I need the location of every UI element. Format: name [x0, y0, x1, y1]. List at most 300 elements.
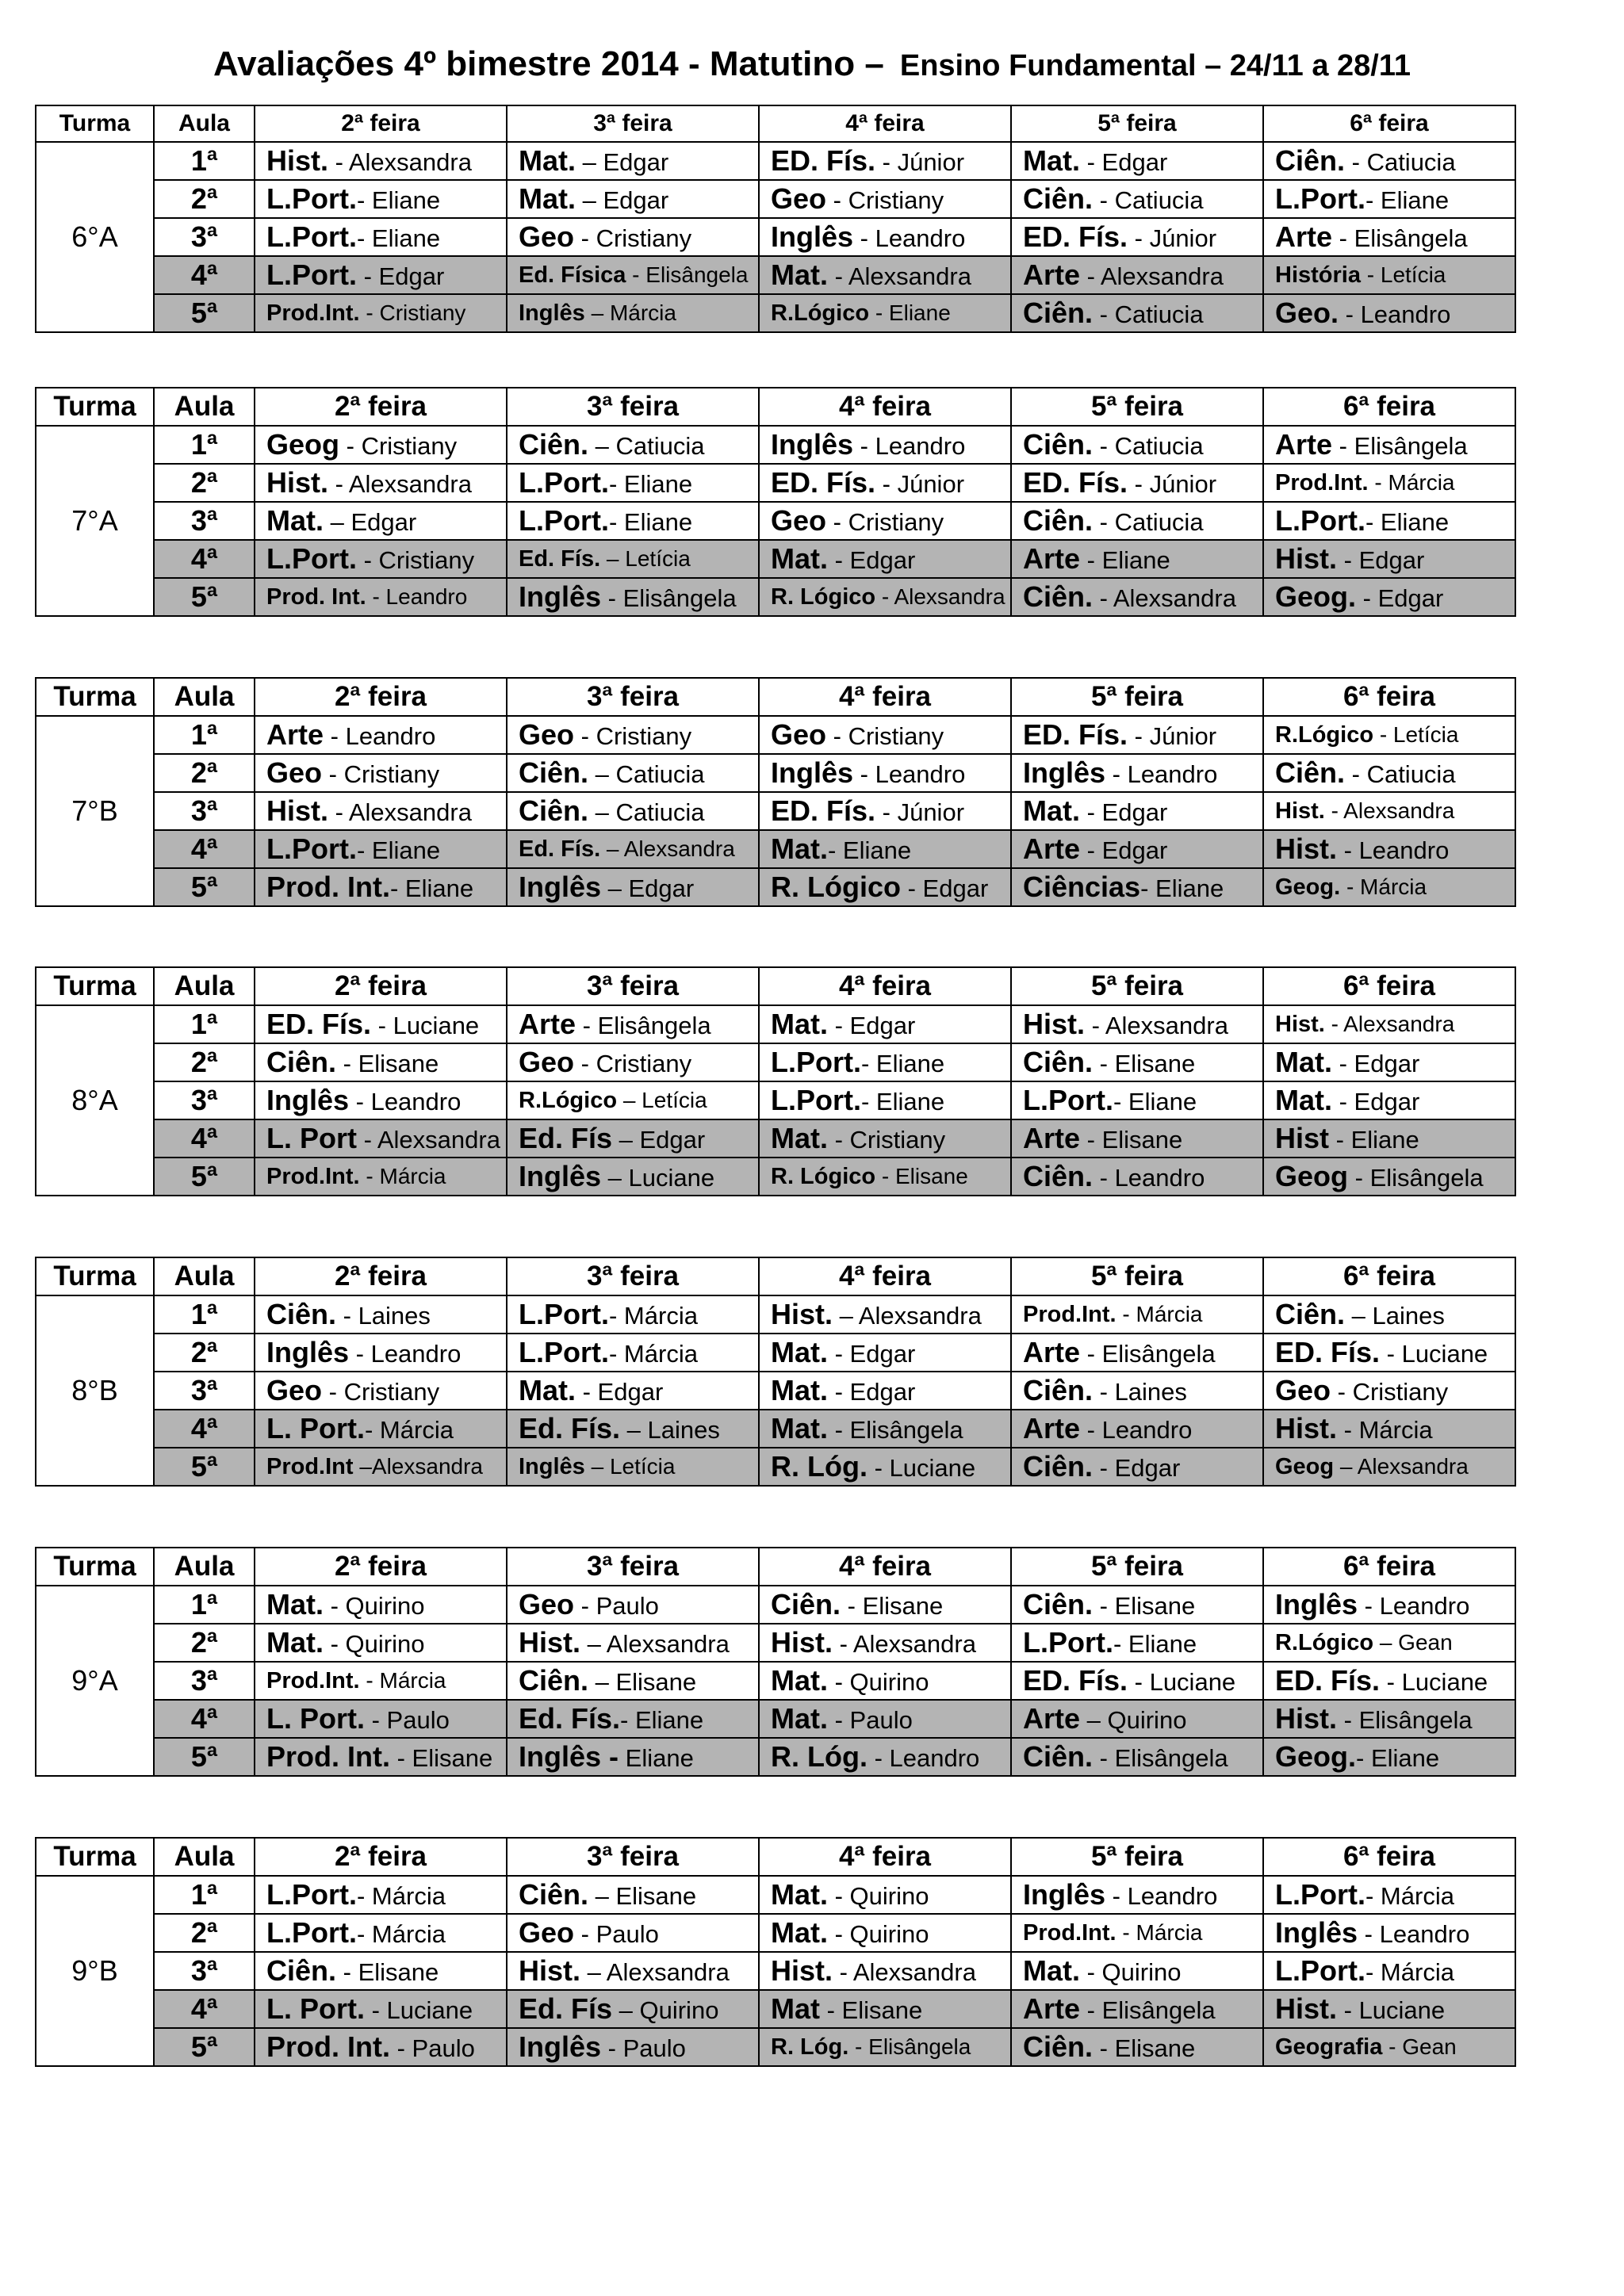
exam-cell [255, 1990, 507, 2028]
exam-cell [507, 1876, 759, 1914]
subject-name: Ciên. [1023, 580, 1094, 613]
subject-name: ED. Fís. [1275, 1336, 1381, 1368]
subject-name: L.Port. [266, 1878, 357, 1911]
subject-name: Mat. [771, 1878, 828, 1911]
subject-name: ED. Fís. [1023, 718, 1128, 751]
subject-name: Hist. [771, 1626, 833, 1659]
teacher-name: – Edgar [612, 1126, 706, 1154]
teacher-name: - Elisângela [1348, 1164, 1484, 1192]
teacher-name: - Leandro [1339, 300, 1451, 328]
header-row [36, 967, 1515, 1005]
subject-name: R. Lógico [771, 871, 901, 903]
teacher-name: - Leandro [867, 1744, 980, 1772]
lesson-number: 5ª [154, 294, 255, 332]
lesson-row [36, 426, 1515, 464]
exam-cell [759, 1334, 1011, 1372]
subject-name: Mat. [771, 832, 828, 865]
teacher-name: - Márcia [359, 1163, 446, 1188]
exam-cell [507, 218, 759, 256]
header-row [36, 388, 1515, 426]
subject-name: Inglês - [519, 1740, 619, 1773]
exam-cell [507, 426, 759, 464]
lesson-row [36, 1043, 1515, 1081]
exam-cell [255, 256, 507, 294]
lesson-row [36, 1081, 1515, 1119]
exam-cell [255, 1005, 507, 1043]
teacher-name: - Edgar [828, 1012, 916, 1039]
schedule-table [35, 677, 1516, 907]
teacher-name: - Edgar [357, 262, 445, 290]
teacher-name: - Júnior [875, 798, 965, 826]
exam-cell [255, 1952, 507, 1990]
teacher-name: - Márcia [1340, 874, 1427, 899]
exam-cell [759, 142, 1011, 180]
teacher-name: - Cristiany [574, 224, 692, 252]
subject-name: Ciên. [1023, 1374, 1094, 1406]
exam-cell [1011, 1876, 1263, 1914]
lesson-row [36, 1586, 1515, 1624]
lesson-number: 5ª [154, 1738, 255, 1776]
teacher-name: - Eliane [357, 186, 441, 214]
subject-name: Ciên. [1275, 756, 1346, 789]
teacher-name: - Leandro [349, 1340, 462, 1368]
exam-cell [759, 1372, 1011, 1410]
teacher-name: - Cristiany [828, 1126, 946, 1154]
teacher-name: - Luciane [1380, 1340, 1488, 1368]
column-header: 2ª feira [255, 1257, 507, 1295]
subject-name: R. Lógico [771, 1163, 876, 1189]
column-header: Turma [36, 105, 154, 142]
exam-cell [255, 1119, 507, 1158]
subject-name: Ciências [1023, 871, 1141, 903]
exam-cell [759, 294, 1011, 332]
teacher-name: - Laines [336, 1302, 431, 1330]
teacher-name: - Cristiany [359, 300, 466, 325]
column-header: 6ª feira [1263, 1257, 1515, 1295]
schedule-table [35, 105, 1516, 333]
lesson-number: 3ª [154, 1372, 255, 1410]
exam-cell [1263, 180, 1515, 218]
exam-cell [1011, 218, 1263, 256]
subject-name: Inglês [266, 1336, 350, 1368]
teacher-name: - Eliane [609, 470, 693, 498]
subject-name: Ciên. [1023, 1160, 1094, 1192]
subject-name: Inglês [266, 1084, 350, 1116]
teacher-name: - Luciane [371, 1012, 480, 1039]
teacher-name: - Eliane [1140, 874, 1224, 902]
exam-cell [759, 426, 1011, 464]
teacher-name: - Alexsandra [833, 1630, 976, 1658]
subject-name: ED. Fís. [1023, 1664, 1128, 1697]
subject-name: L.Port. [519, 1336, 609, 1368]
teacher-name: - Letícia [1360, 262, 1446, 287]
teacher-name: - Elisângela [1332, 432, 1468, 460]
column-header: 3ª feira [507, 1548, 759, 1586]
teacher-name: - Márcia [1368, 469, 1455, 495]
lesson-number: 1ª [154, 426, 255, 464]
teacher-name: - Eliane [869, 300, 951, 325]
subject-name: Mat. [771, 1916, 828, 1949]
teacher-name: - Alexsandra [1093, 584, 1236, 612]
teacher-name: - Márcia [609, 1302, 698, 1330]
subject-name: L.Port. [266, 220, 357, 253]
teacher-name: - Júnior [1128, 470, 1217, 498]
exam-cell [1011, 256, 1263, 294]
exam-cell [507, 1295, 759, 1334]
teacher-name: - Elisângela [1093, 1744, 1228, 1772]
lesson-number: 4ª [154, 1700, 255, 1738]
column-header: 6ª feira [1263, 1548, 1515, 1586]
teacher-name: - Leandro [853, 224, 966, 252]
subject-name: L.Port. [1275, 1878, 1365, 1911]
teacher-name: - Alexsandra [328, 470, 472, 498]
subject-name: Geo. [1275, 297, 1339, 329]
exam-cell [1011, 1005, 1263, 1043]
subject-name: Ciên. [1275, 1298, 1346, 1330]
subject-name: Arte [1023, 1702, 1081, 1735]
exam-cell [507, 1586, 759, 1624]
lesson-number: 5ª [154, 578, 255, 616]
column-header: 6ª feira [1263, 967, 1515, 1005]
subject-name: Mat. [1023, 1954, 1080, 1987]
subject-name: Ed. Fís. [519, 1412, 621, 1445]
lesson-number: 5ª [154, 1158, 255, 1196]
class-name: 7°B [36, 716, 154, 906]
subject-name: Hist. [266, 794, 329, 827]
subject-name: Arte [1023, 832, 1081, 865]
column-header: Aula [154, 1548, 255, 1586]
exam-cell [759, 1586, 1011, 1624]
exam-cell [759, 540, 1011, 578]
subject-name: Inglês [519, 580, 602, 613]
lesson-number: 2ª [154, 180, 255, 218]
teacher-name: - Elisane [841, 1592, 944, 1620]
exam-cell [255, 540, 507, 578]
teacher-name: – Quirino [1080, 1706, 1187, 1734]
subject-name: Ed. Fís. [519, 836, 601, 862]
subject-name: Ciên. [519, 794, 589, 827]
exam-cell [1263, 1043, 1515, 1081]
exam-cell [759, 1448, 1011, 1486]
column-header: 3ª feira [507, 105, 759, 142]
lesson-row [36, 1372, 1515, 1410]
exam-cell [1263, 1952, 1515, 1990]
exam-cell [255, 1876, 507, 1914]
subject-name: L.Port. [771, 1084, 861, 1116]
teacher-name: – Laines [1345, 1302, 1445, 1330]
subject-name: Inglês [771, 428, 854, 461]
teacher-name: - Paulo [601, 2034, 686, 2062]
subject-name: Mat. [1275, 1046, 1332, 1078]
teacher-name: - Elisângela [828, 1416, 963, 1444]
subject-name: Geografia [1275, 2034, 1383, 2060]
subject-name: Ciên. [771, 1588, 841, 1621]
exam-cell [255, 868, 507, 906]
exam-cell [1011, 1448, 1263, 1486]
subject-name: Geo [266, 1374, 323, 1406]
exam-cell [1263, 1119, 1515, 1158]
exam-cell [759, 1914, 1011, 1952]
exam-cell [255, 2028, 507, 2066]
exam-cell [255, 1081, 507, 1119]
lesson-row [36, 502, 1515, 540]
exam-cell [1011, 830, 1263, 868]
lesson-row [36, 1119, 1515, 1158]
teacher-name: - Quirino [1080, 1958, 1182, 1986]
teacher-name: - Edgar [828, 1340, 916, 1368]
exam-cell [1011, 1334, 1263, 1372]
column-header: 2ª feira [255, 967, 507, 1005]
teacher-name: - Edgar [1080, 148, 1168, 176]
teacher-name: - Eliane [357, 836, 441, 864]
exam-cell [759, 502, 1011, 540]
subject-name: Hist. [1275, 1412, 1338, 1445]
teacher-name: - Leandro [1358, 1592, 1470, 1620]
teacher-name: – Laines [620, 1416, 720, 1444]
subject-name: Arte [1023, 542, 1081, 575]
lesson-number: 3ª [154, 1081, 255, 1119]
teacher-name: - Alexsandra [875, 584, 1005, 609]
exam-cell [507, 716, 759, 754]
exam-cell [1011, 1119, 1263, 1158]
exam-cell [759, 1410, 1011, 1448]
teacher-name: - Eliane [1365, 186, 1450, 214]
lesson-number: 2ª [154, 464, 255, 502]
subject-name: Hist [1275, 1122, 1330, 1154]
exam-cell [1263, 868, 1515, 906]
subject-name: ED. Fís. [1023, 466, 1128, 499]
teacher-name: - Edgar [828, 546, 916, 574]
column-header: 4ª feira [759, 105, 1011, 142]
teacher-name: - Catiucia [1093, 186, 1204, 214]
page-title-main: Avaliações 4º bimestre 2014 - Matutino – [213, 44, 884, 83]
teacher-name: - Luciane [1337, 1996, 1446, 2024]
exam-cell [507, 754, 759, 792]
exam-cell [1263, 1876, 1515, 1914]
subject-name: L.Port. [519, 466, 609, 499]
teacher-name: - Eliane [1113, 1630, 1197, 1658]
subject-name: Prod.Int. [266, 300, 360, 326]
exam-cell [1263, 218, 1515, 256]
teacher-name: - Edgar [1332, 1088, 1420, 1115]
subject-name: Prod. Int. [266, 584, 366, 610]
lesson-row [36, 1952, 1515, 1990]
teacher-name: - Alexsandra [833, 1958, 976, 1986]
exam-cell [255, 1914, 507, 1952]
subject-name: R.Lógico [1275, 721, 1374, 748]
lesson-number: 2ª [154, 1043, 255, 1081]
exam-cell [507, 1334, 759, 1372]
subject-name: Ciên. [1023, 182, 1094, 215]
teacher-name: - Catiucia [1345, 148, 1456, 176]
lesson-row [36, 1624, 1515, 1662]
exam-cell [507, 1081, 759, 1119]
subject-name: Geog [1275, 1453, 1335, 1479]
exam-cell [759, 2028, 1011, 2066]
subject-name: Mat. [771, 1702, 828, 1735]
lesson-number: 5ª [154, 1448, 255, 1486]
column-header: 5ª feira [1011, 678, 1263, 716]
subject-name: Ed. Fís. [519, 1702, 621, 1735]
teacher-name: - Eliane [1080, 546, 1170, 574]
subject-name: ED. Fís. [771, 466, 876, 499]
exam-cell [507, 1624, 759, 1662]
subject-name: Ciên. [519, 1878, 589, 1911]
subject-name: Geo [519, 220, 575, 253]
exam-cell [1011, 1990, 1263, 2028]
teacher-name: - Elisângela [1337, 1706, 1473, 1734]
teacher-name: - Leandro [349, 1088, 462, 1115]
subject-name: Hist. [266, 466, 329, 499]
teacher-name: - Elisane [1093, 2034, 1196, 2062]
subject-name: Mat. [266, 504, 324, 537]
column-header: 6ª feira [1263, 678, 1515, 716]
lesson-number: 3ª [154, 1952, 255, 1990]
exam-cell [1263, 1372, 1515, 1410]
exam-cell [1011, 1624, 1263, 1662]
subject-name: R. Lóg. [771, 1740, 868, 1773]
teacher-name: - Alexsandra [328, 798, 472, 826]
teacher-name: - Leandro [853, 432, 966, 460]
subject-name: Mat. [519, 182, 576, 215]
subject-name: Geo [519, 1046, 575, 1078]
teacher-name: - Leandro [1105, 1882, 1218, 1910]
subject-name: L.Port. [1275, 1954, 1365, 1987]
exam-cell [1263, 578, 1515, 616]
teacher-name: - Márcia [609, 1340, 698, 1368]
teacher-name: - Márcia [1365, 1958, 1454, 1986]
subject-name: Hist. [1275, 832, 1338, 865]
exam-cell [1263, 1448, 1515, 1486]
subject-name: Inglês [519, 871, 602, 903]
teacher-name: - Eliane [861, 1088, 945, 1115]
teacher-name: – Alexsandra [580, 1630, 730, 1658]
subject-name: L.Port. [1023, 1626, 1113, 1659]
column-header: 5ª feira [1011, 1257, 1263, 1295]
subject-name: Geo [519, 1588, 575, 1621]
exam-cell [255, 426, 507, 464]
lesson-row [36, 218, 1515, 256]
teacher-name: – Luciane [601, 1164, 715, 1192]
exam-cell [507, 1119, 759, 1158]
exam-cell [1263, 754, 1515, 792]
exam-cell [1011, 294, 1263, 332]
lesson-number: 2ª [154, 1334, 255, 1372]
subject-name: Hist. [1275, 798, 1325, 824]
teacher-name: – Letícia [600, 545, 691, 571]
lesson-row [36, 1662, 1515, 1700]
subject-name: Mat. [771, 1122, 828, 1154]
teacher-name: - Cristiany [574, 1050, 692, 1077]
exam-cell [1011, 716, 1263, 754]
teacher-name: – Gean [1373, 1629, 1453, 1655]
subject-name: Prod. Int. [266, 2030, 390, 2063]
subject-name: Ciên. [266, 1298, 337, 1330]
subject-name: Mat. [1023, 794, 1080, 827]
column-header: 5ª feira [1011, 967, 1263, 1005]
exam-cell [507, 578, 759, 616]
teacher-name: - Edgar [1332, 1050, 1420, 1077]
subject-name: Geog. [1275, 874, 1341, 900]
column-header: Turma [36, 678, 154, 716]
exam-cell [507, 1158, 759, 1196]
class-name: 8°A [36, 1005, 154, 1196]
column-header: 2ª feira [255, 105, 507, 142]
exam-cell [759, 1005, 1011, 1043]
subject-name: L.Port. [266, 832, 357, 865]
subject-name: Geo [771, 504, 827, 537]
column-header: 3ª feira [507, 967, 759, 1005]
column-header: 2ª feira [255, 678, 507, 716]
subject-name: ED. Fís. [1275, 1664, 1381, 1697]
subject-name: ED. Fís. [266, 1008, 372, 1040]
lesson-number: 4ª [154, 830, 255, 868]
teacher-name: – Catiucia [588, 798, 705, 826]
exam-cell [255, 716, 507, 754]
class-name: 9°B [36, 1876, 154, 2066]
lesson-number: 4ª [154, 1410, 255, 1448]
teacher-name: - Leandro [366, 584, 468, 609]
column-header: 4ª feira [759, 388, 1011, 426]
teacher-name: - Leandro [1337, 836, 1450, 864]
exam-cell [507, 1372, 759, 1410]
subject-name: ED. Fís. [771, 794, 876, 827]
lesson-number: 4ª [154, 1990, 255, 2028]
exam-cell [1263, 830, 1515, 868]
subject-name: Mat. [771, 1008, 828, 1040]
teacher-name: – Letícia [617, 1087, 707, 1112]
teacher-name: - Márcia [1337, 1416, 1433, 1444]
teacher-name: - Elisane [1093, 1050, 1196, 1077]
subject-name: Geog. [1275, 580, 1357, 613]
class-name: 9°A [36, 1586, 154, 1776]
exam-cell [255, 1700, 507, 1738]
teacher-name: - Elisane [1093, 1592, 1196, 1620]
subject-name: Hist. [1275, 1011, 1325, 1037]
header-row [36, 678, 1515, 716]
lesson-row [36, 792, 1515, 830]
subject-name: Inglês [519, 1160, 602, 1192]
exam-cell [759, 1043, 1011, 1081]
exam-cell [255, 1662, 507, 1700]
teacher-name: - Elisângela [626, 262, 749, 287]
column-header: 2ª feira [255, 388, 507, 426]
teacher-name: - Edgar [1356, 584, 1444, 612]
column-header: 4ª feira [759, 967, 1011, 1005]
exam-cell [507, 1952, 759, 1990]
exam-cell [1263, 1700, 1515, 1738]
exam-cell [1011, 1952, 1263, 1990]
teacher-name: – Catiucia [588, 432, 705, 460]
subject-name: Inglês [1275, 1588, 1358, 1621]
teacher-name: - Edgar [828, 1378, 916, 1406]
exam-cell [255, 1334, 507, 1372]
teacher-name: Eliane [619, 1744, 694, 1772]
exam-cell [1263, 464, 1515, 502]
exam-cell [507, 1043, 759, 1081]
teacher-name: - Luciane [867, 1454, 976, 1482]
teacher-name: – Elisane [588, 1882, 697, 1910]
teacher-name: - Cristiany [826, 722, 944, 750]
subject-name: R. Lóg. [771, 1450, 868, 1483]
subject-name: Geo [519, 718, 575, 751]
column-header: Aula [154, 105, 255, 142]
lesson-row [36, 464, 1515, 502]
column-header: 4ª feira [759, 678, 1011, 716]
exam-cell [1011, 868, 1263, 906]
teacher-name: - Eliane [1113, 1088, 1197, 1115]
subject-name: Hist. [1275, 1702, 1338, 1735]
